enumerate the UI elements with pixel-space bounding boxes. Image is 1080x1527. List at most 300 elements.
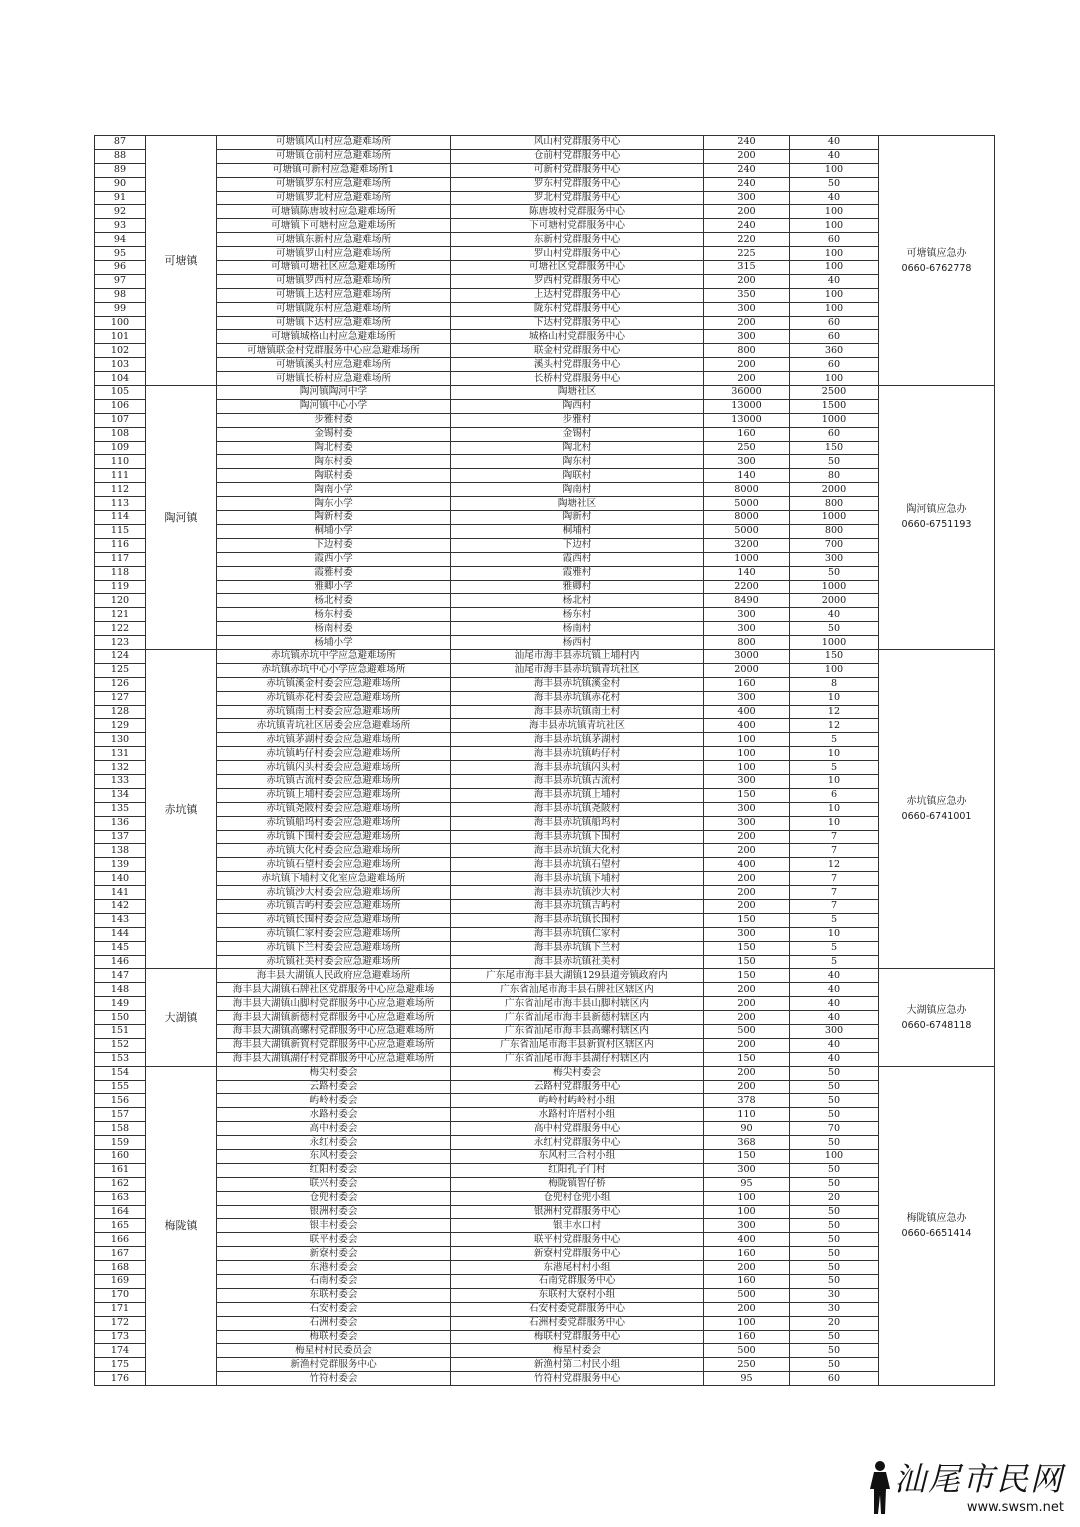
table-row [95,927,995,941]
shelter-table-body [95,136,995,1386]
shelter-address: 罗东村党群服务中心 [451,177,704,191]
shelter-capacity: 100 [790,247,879,261]
row-number: 97 [95,274,146,288]
table-row [95,191,995,205]
row-number: 104 [95,372,146,386]
shelter-address: 东新村党群服务中心 [451,233,704,247]
shelter-area: 200 [704,872,790,886]
shelter-area: 200 [704,316,790,330]
shelter-address: 陶联村 [451,469,704,483]
row-number: 114 [95,511,146,525]
contact-phone: 0660-6751193 [901,519,972,531]
shelter-name: 雅卿小学 [217,580,451,594]
table-row [95,1108,995,1122]
shelter-name: 陶河镇中心小学 [217,399,451,413]
row-number: 153 [95,1052,146,1066]
shelter-area: 13000 [704,399,790,413]
row-number: 129 [95,719,146,733]
shelter-address: 广东省汕尾市海丰县山脚村辖区内 [451,997,704,1011]
shelter-area: 400 [704,1233,790,1247]
row-number: 120 [95,594,146,608]
shelter-capacity: 12 [790,858,879,872]
row-number: 130 [95,733,146,747]
shelter-address: 东联村大寮村小组 [451,1288,704,1302]
contact-phone: 0660-6651414 [901,1227,972,1239]
table-row [95,483,995,497]
shelter-capacity: 50 [790,1275,879,1289]
shelter-area: 300 [704,191,790,205]
row-number: 140 [95,872,146,886]
shelter-name: 赤坑镇下兰村委会应急避难场所 [217,941,451,955]
shelter-area: 8490 [704,594,790,608]
shelter-name: 杨南村委 [217,622,451,636]
table-row [95,219,995,233]
table-row [95,580,995,594]
row-number: 159 [95,1136,146,1150]
shelter-area: 36000 [704,386,790,400]
table-row [95,136,995,150]
row-number: 91 [95,191,146,205]
shelter-capacity: 1000 [790,580,879,594]
shelter-name: 赤坑镇仁家村委会应急避难场所 [217,927,451,941]
shelter-name: 赤坑镇赤坑中心小学应急避难场所 [217,663,451,677]
contact-phone: 0660-6741001 [901,811,972,823]
shelter-address: 海丰县赤坑镇船坞村 [451,816,704,830]
shelter-address: 联金村党群服务中心 [451,344,704,358]
shelter-address: 罗西村党群服务中心 [451,274,704,288]
shelter-capacity: 40 [790,1011,879,1025]
shelter-name: 赤坑镇船坞村委会应急避难场所 [217,816,451,830]
row-number: 109 [95,441,146,455]
table-row [95,816,995,830]
row-number: 101 [95,330,146,344]
row-number: 136 [95,816,146,830]
shelter-name: 海丰县大湖镇湖仔村党群服务中心应急避难场所 [217,1052,451,1066]
contact-phone: 0660-6748118 [901,1019,972,1031]
shelter-capacity: 10 [790,774,879,788]
shelter-capacity: 100 [790,302,879,316]
row-number: 111 [95,469,146,483]
row-number: 176 [95,1372,146,1386]
row-number: 157 [95,1108,146,1122]
contact-phone: 0660-6762778 [901,262,972,274]
shelter-area: 200 [704,1066,790,1080]
shelter-capacity: 50 [790,1261,879,1275]
row-number: 128 [95,705,146,719]
shelter-area: 140 [704,469,790,483]
shelter-capacity: 70 [790,1122,879,1136]
row-number: 121 [95,608,146,622]
shelter-name: 可塘镇上达村应急避难场所 [217,288,451,302]
shelter-name: 石安村委会 [217,1302,451,1316]
town-name: 大湖镇 [146,969,217,1066]
shelter-name: 海丰县大湖镇人民政府应急避难场所 [217,969,451,983]
shelter-area: 200 [704,886,790,900]
shelter-name: 仓兜村委会 [217,1191,451,1205]
shelter-address: 石安村委党群服务中心 [451,1302,704,1316]
table-row [95,1233,995,1247]
shelter-capacity: 30 [790,1302,879,1316]
shelter-address: 陶南村 [451,483,704,497]
row-number: 139 [95,858,146,872]
shelter-address: 杨西村 [451,636,704,650]
shelter-address: 陶东村 [451,455,704,469]
shelter-capacity: 100 [790,261,879,275]
shelter-address: 梅联村党群服务中心 [451,1330,704,1344]
contact-office: 梅陇镇应急办 [906,1212,967,1224]
shelter-address: 广东省汕尾市海丰县高螺村辖区内 [451,1025,704,1039]
row-number: 142 [95,899,146,913]
shelter-area: 150 [704,969,790,983]
table-row [95,955,995,969]
shelter-capacity: 1000 [790,636,879,650]
row-number: 158 [95,1122,146,1136]
shelter-area: 200 [704,899,790,913]
table-row [95,1205,995,1219]
shelter-name: 赤坑镇上埔村委会应急避难场所 [217,788,451,802]
row-number: 87 [95,136,146,150]
shelter-area: 100 [704,1191,790,1205]
shelter-address: 桐埔村 [451,524,704,538]
shelter-capacity: 50 [790,177,879,191]
shelter-area: 2200 [704,580,790,594]
shelter-name: 可塘镇下可塘村应急避难场所 [217,219,451,233]
shelter-area: 160 [704,1275,790,1289]
table-row [95,747,995,761]
shelter-area: 300 [704,927,790,941]
shelter-address: 广东省汕尾市海丰县石牌社区辖区内 [451,983,704,997]
shelter-capacity: 60 [790,316,879,330]
shelter-name: 可塘镇可塘社区应急避难场所 [217,261,451,275]
shelter-capacity: 6 [790,788,879,802]
shelter-address: 海丰县赤坑镇屿仔村 [451,747,704,761]
shelter-area: 100 [704,1316,790,1330]
shelter-address: 海丰县赤坑镇石望村 [451,858,704,872]
shelter-capacity: 100 [790,663,879,677]
shelter-area: 100 [704,1205,790,1219]
shelter-area: 2000 [704,663,790,677]
table-row [95,1150,995,1164]
table-row [95,719,995,733]
shelter-area: 250 [704,1358,790,1372]
shelter-area: 200 [704,997,790,1011]
table-row [95,538,995,552]
shelter-address: 仓前村党群服务中心 [451,149,704,163]
shelter-address: 陶塘社区 [451,497,704,511]
table-row [95,1191,995,1205]
shelter-name: 杨东村委 [217,608,451,622]
table-row [95,358,995,372]
town-name: 赤坑镇 [146,649,217,968]
row-number: 160 [95,1150,146,1164]
shelter-capacity: 40 [790,608,879,622]
shelter-capacity: 50 [790,1233,879,1247]
shelter-capacity: 50 [790,1247,879,1261]
row-number: 124 [95,649,146,663]
table-row [95,886,995,900]
shelter-capacity: 60 [790,358,879,372]
row-number: 170 [95,1288,146,1302]
table-row [95,427,995,441]
shelter-capacity: 40 [790,1052,879,1066]
shelter-name: 下边村委 [217,538,451,552]
shelter-name: 霞西小学 [217,552,451,566]
shelter-name: 赤坑镇尧陂村委会应急避难场所 [217,802,451,816]
shelter-table [94,135,995,1386]
shelter-area: 500 [704,1288,790,1302]
shelter-capacity: 20 [790,1191,879,1205]
row-number: 148 [95,983,146,997]
shelter-area: 150 [704,941,790,955]
shelter-name: 赤坑镇溪金村委会应急避难场所 [217,677,451,691]
table-row [95,274,995,288]
shelter-area: 150 [704,913,790,927]
shelter-capacity: 50 [790,1163,879,1177]
table-row [95,1177,995,1191]
table-row [95,705,995,719]
table-row [95,1330,995,1344]
shelter-capacity: 40 [790,136,879,150]
shelter-capacity: 10 [790,927,879,941]
row-number: 115 [95,524,146,538]
shelter-name: 竹符村委会 [217,1372,451,1386]
shelter-name: 陶河镇陶河中学 [217,386,451,400]
shelter-area: 8000 [704,483,790,497]
table-row [95,608,995,622]
shelter-area: 160 [704,1247,790,1261]
shelter-name: 可塘镇下达村应急避难场所 [217,316,451,330]
table-row [95,941,995,955]
shelter-capacity: 50 [790,1219,879,1233]
shelter-name: 赤坑镇下围村委会应急避难场所 [217,830,451,844]
row-number: 100 [95,316,146,330]
shelter-address: 红阳孔子门村 [451,1163,704,1177]
shelter-address: 陶西村 [451,399,704,413]
shelter-name: 屿岭村委会 [217,1094,451,1108]
shelter-area: 200 [704,1038,790,1052]
table-row [95,1247,995,1261]
table-row [95,622,995,636]
shelter-name: 海丰县大湖镇山脚村党群服务中心应急避难场所 [217,997,451,1011]
shelter-name: 可塘镇城格山村应急避难场所 [217,330,451,344]
table-row [95,844,995,858]
shelter-address: 云路村党群服务中心 [451,1080,704,1094]
table-row [95,997,995,1011]
shelter-address: 屿岭村屿岭村小组 [451,1094,704,1108]
row-number: 151 [95,1025,146,1039]
table-row [95,830,995,844]
row-number: 125 [95,663,146,677]
shelter-capacity: 50 [790,1080,879,1094]
shelter-name: 水路村委会 [217,1108,451,1122]
shelter-name: 赤坑镇屿仔村委会应急避难场所 [217,747,451,761]
shelter-area: 220 [704,233,790,247]
shelter-area: 200 [704,149,790,163]
town-name: 可塘镇 [146,136,217,386]
shelter-capacity: 40 [790,191,879,205]
shelter-address: 海丰县赤坑镇溪金村 [451,677,704,691]
table-row [95,1261,995,1275]
shelter-name: 金锡村委 [217,427,451,441]
shelter-area: 300 [704,455,790,469]
shelter-address: 陶塘社区 [451,386,704,400]
row-number: 89 [95,163,146,177]
table-row [95,205,995,219]
shelter-name: 可塘镇罗山村应急避难场所 [217,247,451,261]
emergency-contact [879,386,995,650]
shelter-address: 梅尖村委会 [451,1066,704,1080]
row-number: 96 [95,261,146,275]
shelter-address: 东风村三合村小组 [451,1150,704,1164]
table-row [95,1038,995,1052]
shelter-name: 可塘镇溪头村应急避难场所 [217,358,451,372]
table-row [95,1316,995,1330]
shelter-name: 赤坑镇社美村委会应急避难场所 [217,955,451,969]
shelter-name: 永红村委会 [217,1136,451,1150]
row-number: 133 [95,774,146,788]
shelter-name: 陶北村委 [217,441,451,455]
row-number: 110 [95,455,146,469]
shelter-capacity: 150 [790,649,879,663]
shelter-address: 罗山村党群服务中心 [451,247,704,261]
shelter-area: 300 [704,608,790,622]
shelter-name: 赤坑镇闪头村委会应急避难场所 [217,761,451,775]
shelter-address: 海丰县赤坑镇下埔村 [451,872,704,886]
table-row [95,316,995,330]
table-row [95,566,995,580]
table-row [95,1288,995,1302]
shelter-area: 200 [704,372,790,386]
shelter-address: 杨南村 [451,622,704,636]
row-number: 161 [95,1163,146,1177]
row-number: 165 [95,1219,146,1233]
shelter-capacity: 100 [790,163,879,177]
shelter-area: 1000 [704,552,790,566]
shelter-name: 云路村委会 [217,1080,451,1094]
table-row [95,636,995,650]
row-number: 132 [95,761,146,775]
table-row [95,413,995,427]
shelter-capacity: 800 [790,497,879,511]
table-row [95,1080,995,1094]
row-number: 103 [95,358,146,372]
row-number: 138 [95,844,146,858]
shelter-capacity: 100 [790,288,879,302]
shelter-area: 400 [704,858,790,872]
shelter-area: 400 [704,705,790,719]
table-row [95,177,995,191]
shelter-name: 赤坑镇下埔村文化室应急避难场所 [217,872,451,886]
shelter-capacity: 100 [790,219,879,233]
shelter-area: 300 [704,816,790,830]
shelter-address: 陈唐坡村党群服务中心 [451,205,704,219]
shelter-area: 378 [704,1094,790,1108]
table-row [95,1344,995,1358]
shelter-address: 下边村 [451,538,704,552]
shelter-address: 金锡村 [451,427,704,441]
row-number: 105 [95,386,146,400]
shelter-area: 300 [704,691,790,705]
row-number: 147 [95,969,146,983]
shelter-address: 海丰县赤坑镇长围村 [451,913,704,927]
table-row [95,1052,995,1066]
table-row [95,733,995,747]
table-row [95,1275,995,1289]
shelter-address: 长桥村党群服务中心 [451,372,704,386]
table-row [95,983,995,997]
shelter-area: 500 [704,1344,790,1358]
shelter-capacity: 100 [790,1150,879,1164]
shelter-name: 海丰县大湖镇高螺村党群服务中心应急避难场所 [217,1025,451,1039]
table-row [95,691,995,705]
table-row [95,524,995,538]
shelter-name: 石洲村委会 [217,1316,451,1330]
shelter-capacity: 50 [790,1136,879,1150]
town-name: 陶河镇 [146,386,217,650]
table-row [95,455,995,469]
table-row [95,1094,995,1108]
watermark-url: www.swsm.net [966,1500,1064,1515]
shelter-capacity: 1000 [790,511,879,525]
table-row [95,969,995,983]
shelter-address: 联平村党群服务中心 [451,1233,704,1247]
shelter-area: 160 [704,677,790,691]
shelter-area: 240 [704,177,790,191]
shelter-capacity: 60 [790,233,879,247]
shelter-name: 赤坑镇茅湖村委会应急避难场所 [217,733,451,747]
shelter-area: 800 [704,344,790,358]
shelter-area: 100 [704,761,790,775]
shelter-capacity: 100 [790,205,879,219]
shelter-name: 高中村委会 [217,1122,451,1136]
shelter-capacity: 2000 [790,483,879,497]
shelter-address: 陇东村党群服务中心 [451,302,704,316]
shelter-capacity: 10 [790,747,879,761]
shelter-name: 可塘镇罗东村应急避难场所 [217,177,451,191]
table-row [95,913,995,927]
table-row [95,288,995,302]
shelter-capacity: 300 [790,1025,879,1039]
shelter-area: 150 [704,788,790,802]
shelter-area: 240 [704,219,790,233]
shelter-area: 300 [704,1163,790,1177]
watermark-logo-text: 汕尾市民网 [894,1460,1065,1498]
row-number: 93 [95,219,146,233]
shelter-area: 200 [704,983,790,997]
shelter-capacity: 7 [790,886,879,900]
shelter-area: 368 [704,1136,790,1150]
shelter-name: 桐埔小学 [217,524,451,538]
row-number: 126 [95,677,146,691]
shelter-address: 海丰县赤坑镇赤花村 [451,691,704,705]
shelter-address: 银洲村党群服务中心 [451,1205,704,1219]
shelter-capacity: 50 [790,1094,879,1108]
table-row [95,149,995,163]
shelter-area: 200 [704,844,790,858]
table-row [95,1122,995,1136]
shelter-capacity: 5 [790,941,879,955]
shelter-capacity: 1000 [790,413,879,427]
shelter-address: 广东尾市海丰县大湖镇129县道旁镇政府内 [451,969,704,983]
shelter-name: 步雅村委 [217,413,451,427]
table-row [95,1163,995,1177]
shelter-address: 溪头村党群服务中心 [451,358,704,372]
shelter-name: 可塘镇可新村应急避难场所1 [217,163,451,177]
shelter-address: 汕尾市海丰县赤坑镇青坑社区 [451,663,704,677]
shelter-address: 上达村党群服务中心 [451,288,704,302]
row-number: 167 [95,1247,146,1261]
shelter-name: 银丰村委会 [217,1219,451,1233]
